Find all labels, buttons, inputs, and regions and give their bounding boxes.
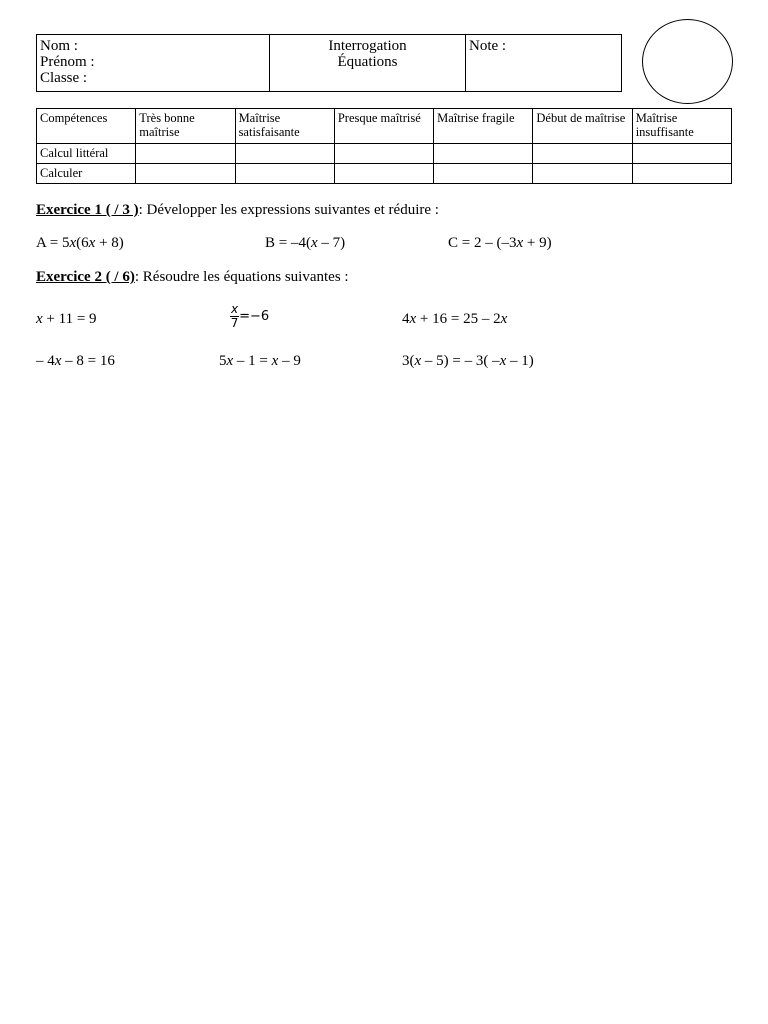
classe-label: Classe : bbox=[40, 70, 88, 86]
skill-name: Calculer bbox=[37, 164, 136, 184]
test-title-line1: Interrogation bbox=[328, 38, 407, 54]
test-title-line2: Équations bbox=[337, 54, 398, 70]
skills-header-cell: Compétences bbox=[37, 109, 136, 144]
equation-5: 5x – 1 = x – 9 bbox=[219, 353, 301, 369]
note-cell bbox=[466, 35, 622, 92]
skill-cell[interactable] bbox=[334, 144, 433, 164]
student-info-header bbox=[36, 34, 622, 92]
skill-name: Calcul littéral bbox=[37, 144, 136, 164]
exercise1-instruction: : Développer les expressions suivantes et réduire : bbox=[138, 202, 439, 218]
skills-header-row bbox=[37, 109, 732, 144]
exercise2-title bbox=[36, 269, 349, 286]
skills-header-cell: Très bonne maîtrise bbox=[136, 109, 235, 144]
skill-cell[interactable] bbox=[235, 144, 334, 164]
skill-cell[interactable] bbox=[136, 144, 235, 164]
student-identity-cell bbox=[37, 35, 270, 92]
fraction bbox=[230, 303, 239, 330]
skill-cell[interactable] bbox=[235, 164, 334, 184]
skill-cell[interactable] bbox=[136, 164, 235, 184]
skills-header-cell: Maîtrise insuffisante bbox=[632, 109, 731, 144]
equation-1: x + 11 = 9 bbox=[36, 311, 97, 327]
test-title-cell bbox=[270, 35, 466, 92]
nom-label: Nom : bbox=[40, 38, 78, 54]
skill-cell[interactable] bbox=[632, 144, 731, 164]
expression-c: C = 2 – (–3x + 9) bbox=[448, 235, 552, 251]
table-row bbox=[37, 144, 732, 164]
skill-cell[interactable] bbox=[533, 164, 632, 184]
equation-2-rest: =−6 bbox=[239, 309, 270, 324]
prenom-label: Prénom : bbox=[40, 54, 95, 70]
fraction-numerator: x bbox=[231, 302, 239, 316]
exercise1-label: Exercice 1 ( / 3 ) bbox=[36, 202, 139, 218]
equation-3: 4x + 16 = 25 – 2x bbox=[402, 311, 508, 327]
skill-cell[interactable] bbox=[632, 164, 731, 184]
fraction-denominator: 7 bbox=[230, 316, 239, 330]
skill-cell[interactable] bbox=[533, 144, 632, 164]
skills-header-cell: Début de maîtrise bbox=[533, 109, 632, 144]
equation-6: 3(x – 5) = – 3( –x – 1) bbox=[402, 353, 534, 369]
skills-header-cell: Maîtrise fragile bbox=[434, 109, 533, 144]
note-label: Note : bbox=[469, 38, 507, 54]
grade-circle bbox=[642, 19, 733, 104]
skill-cell[interactable] bbox=[334, 164, 433, 184]
skill-cell[interactable] bbox=[434, 144, 533, 164]
expression-a: A = 5x(6x + 8) bbox=[36, 235, 124, 251]
table-row bbox=[37, 164, 732, 184]
exercise1-title bbox=[36, 202, 439, 219]
equation-4: – 4x – 8 = 16 bbox=[36, 353, 115, 369]
skills-table bbox=[36, 108, 732, 184]
exercise2-label: Exercice 2 ( / 6) bbox=[36, 269, 135, 285]
skills-header-cell: Maîtrise satisfaisante bbox=[235, 109, 334, 144]
expression-b: B = –4(x – 7) bbox=[265, 235, 346, 251]
exercise2-instruction: : Résoudre les équations suivantes : bbox=[134, 269, 349, 285]
equation-2 bbox=[230, 303, 269, 330]
skill-cell[interactable] bbox=[434, 164, 533, 184]
skills-header-cell: Presque maîtrisé bbox=[334, 109, 433, 144]
